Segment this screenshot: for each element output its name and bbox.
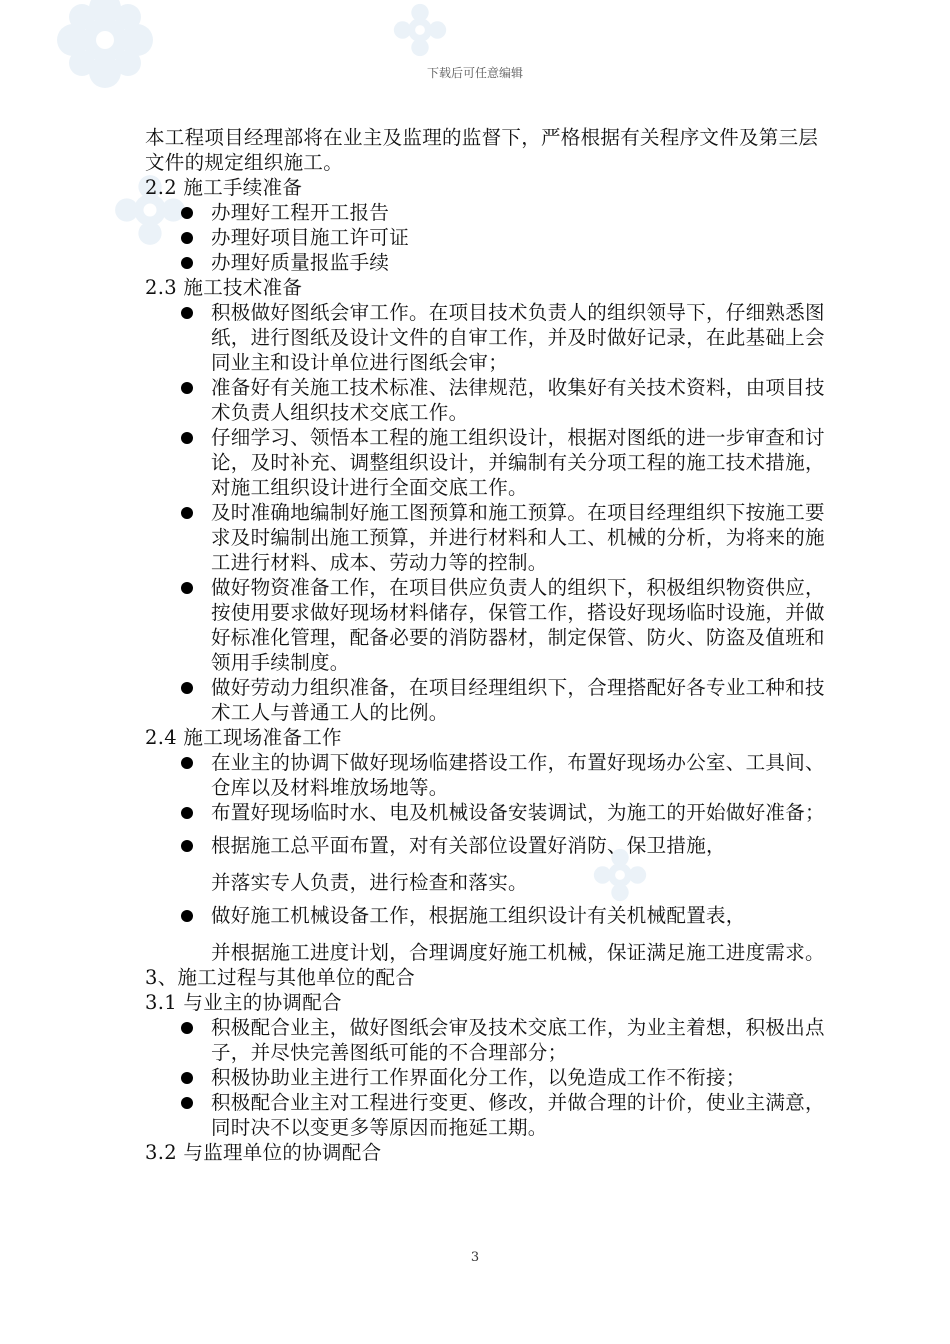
bullet-icon (181, 257, 193, 269)
list-item-text: 并根据施工进度计划，合理调度好施工机械，保证满足施工进度需求。 (211, 941, 825, 964)
section-heading: 3.2 与监理单位的协调配合 (145, 1141, 382, 1164)
bullet-icon (181, 1072, 193, 1084)
bullet-list (145, 300, 825, 725)
list-item (145, 575, 825, 675)
list-item-text: 做好劳动力组织准备，在项目经理组织下，合理搭配好各专业工种和技术工人与普通工人的比例。 (211, 676, 825, 724)
list-item (145, 225, 825, 250)
list-item (145, 675, 825, 725)
list-item (145, 1090, 825, 1140)
list-item-text: 积极做好图纸会审工作。在项目技术负责人的组织领导下，仔细熟悉图纸，进行图纸及设计文件的自审工作，并及时做好记录，在此基础上会同业主和设计单位进行图纸会审； (211, 301, 825, 374)
list-item (145, 1065, 825, 1090)
list-item (145, 1015, 825, 1065)
bullet-icon (181, 682, 193, 694)
bullet-icon (181, 232, 193, 244)
list-item (145, 375, 825, 425)
list-item-text: 布置好现场临时水、电及机械设备安装调试，为施工的开始做好准备； (211, 801, 825, 824)
list-item (145, 300, 825, 375)
bullet-icon (181, 582, 193, 594)
list-item-text: 办理好质量报监手续 (211, 251, 390, 274)
list-item-text: 做好施工机械设备工作，根据施工组织设计有关机械配置表， (211, 904, 746, 927)
section-heading: 2.3 施工技术准备 (145, 276, 303, 299)
list-item (145, 425, 825, 500)
list-item-text: 根据施工总平面布置，对有关部位设置好消防、保卫措施， (211, 834, 726, 857)
bullet-icon (181, 207, 193, 219)
list-item (145, 750, 825, 800)
list-item-text: 仔细学习、领悟本工程的施工组织设计，根据对图纸的进一步审查和讨论，及时补充、调整组织设计，并编制有关分项工程的施工技术措施，对施工组织设计进行全面交底工作。 (211, 426, 825, 499)
list-item-text: 积极配合业主，做好图纸会审及技术交底工作，为业主着想，积极出点子，并尽快完善图纸可能的不合理部分； (211, 1016, 825, 1064)
list-item (145, 500, 825, 575)
watermark-flower-icon (390, 0, 450, 60)
list-item-text: 办理好项目施工许可证 (211, 226, 410, 249)
list-item (145, 250, 825, 275)
list-item-text: 办理好工程开工报告 (211, 201, 390, 224)
list-item-text: 积极配合业主对工程进行变更、修改，并做合理的计价，使业主满意，同时决不以变更多等原因而拖延工期。 (211, 1091, 825, 1139)
section-heading: 2.2 施工手续准备 (145, 176, 303, 199)
bullet-icon (181, 507, 193, 519)
list-item (145, 800, 825, 825)
page-number: 3 (470, 1250, 480, 1265)
bullet-list (145, 750, 825, 965)
bullet-icon (181, 1022, 193, 1034)
bullet-icon (181, 757, 193, 769)
bullet-icon (181, 1097, 193, 1109)
section-heading: 2.4 施工现场准备工作 (145, 726, 342, 749)
list-item-text: 做好物资准备工作，在项目供应负责人的组织下，积极组织物资供应，按使用要求做好现场材料储存，保管工作，搭设好现场临时设施，并做好标准化管理，配备必要的消防器材，制定保管、防火、防盗及值班和领用手续制度。 (211, 576, 825, 674)
list-item (145, 200, 825, 225)
bullet-icon (181, 382, 193, 394)
document-body (145, 125, 825, 1165)
list-item-text: 并落实专人负责，进行检查和落实。 (211, 871, 528, 894)
list-item (145, 825, 825, 895)
bullet-list (145, 1015, 825, 1140)
intro-paragraph: 本工程项目经理部将在业主及监理的监督下，严格根据有关程序文件及第三层文件的规定组织施工。 (145, 126, 819, 174)
section-heading: 3.1 与业主的协调配合 (145, 991, 342, 1014)
bullet-list (145, 200, 825, 275)
bullet-icon (181, 807, 193, 819)
bullet-icon (181, 910, 193, 922)
bullet-icon (181, 307, 193, 319)
bullet-icon (181, 840, 193, 852)
list-item-text: 积极协助业主进行工作界面化分工作，以免造成工作不衔接； (211, 1066, 746, 1089)
list-item-text: 准备好有关施工技术标准、法律规范，收集好有关技术资料，由项目技术负责人组织技术交底工作。 (211, 376, 825, 424)
page-header: 下载后可任意编辑 (426, 66, 523, 80)
list-item (145, 895, 825, 965)
list-item-text: 在业主的协调下做好现场临建搭设工作，布置好现场办公室、工具间、仓库以及材料堆放场地等。 (211, 751, 825, 799)
list-item-text: 及时准确地编制好施工图预算和施工预算。在项目经理组织下按施工要求及时编制出施工预算，并进行材料和人工、机械的分析，为将来的施工进行材料、成本、劳动力等的控制。 (211, 501, 825, 574)
section-heading: 3、施工过程与其他单位的配合 (145, 966, 416, 989)
bullet-icon (181, 432, 193, 444)
